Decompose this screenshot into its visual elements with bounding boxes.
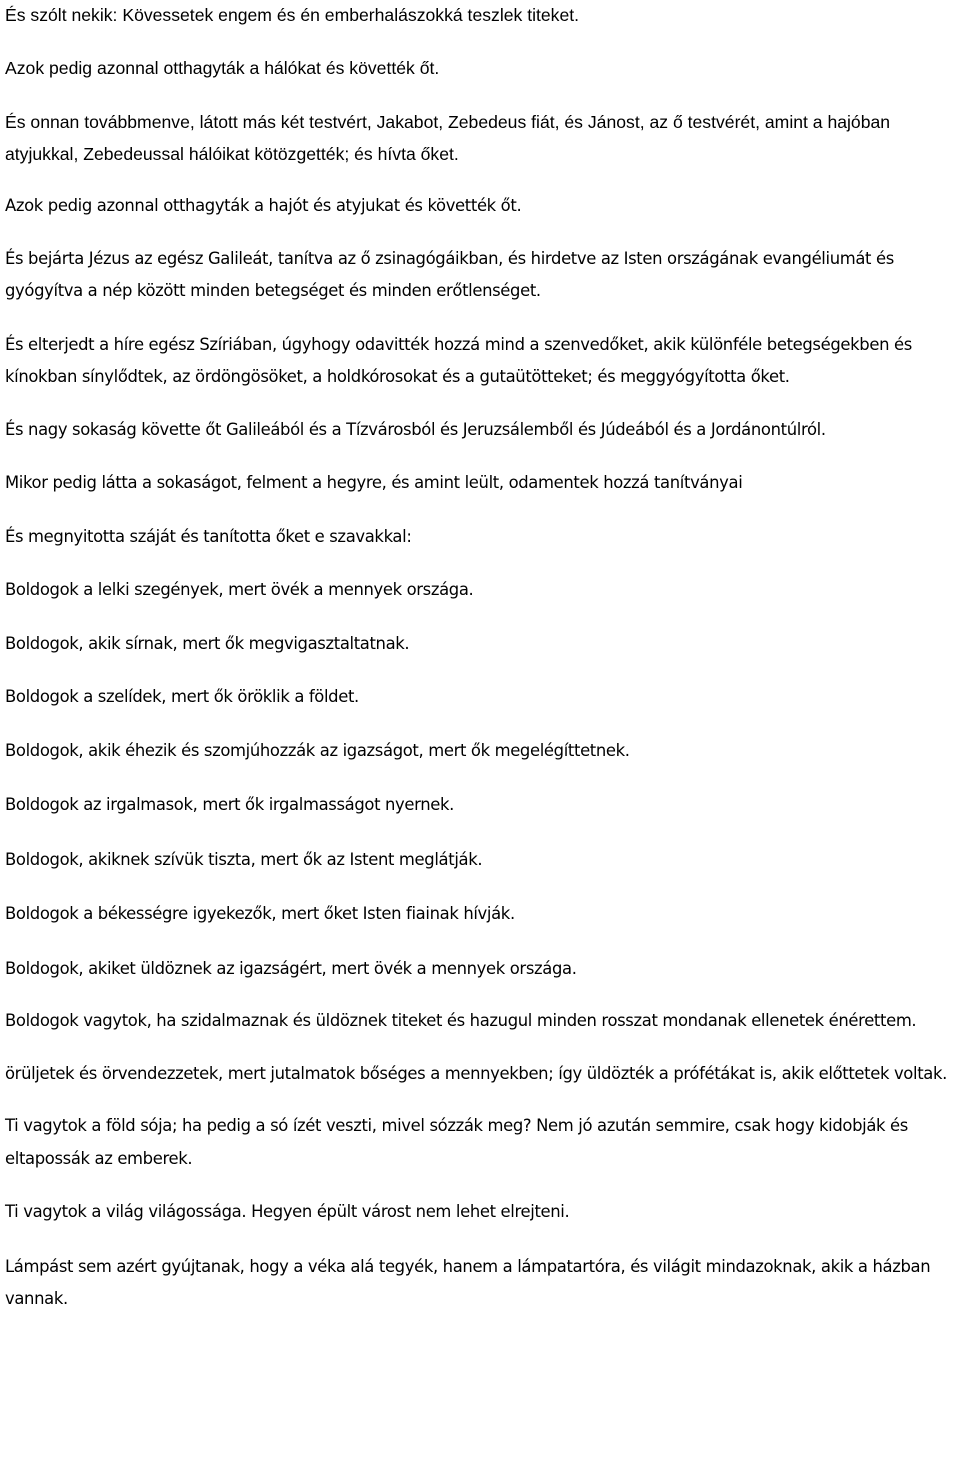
paragraph: örüljetek és örvendezzetek, mert jutalmatok bőséges a mennyekben; így üldözték a prófétákat is, akik előttetek voltak. — [5, 1063, 947, 1083]
paragraph: Boldogok az irgalmasok, mert ők irgalmasságot nyernek. — [5, 795, 455, 814]
paragraph: Boldogok a békességre igyekezők, mert őket Isten fiainak hívják. — [5, 904, 515, 923]
paragraph: És megnyitotta száját és tanította őket e szavakkal: — [5, 526, 412, 546]
paragraph: És nagy sokaság követte őt Galileából és a Tízvárosból és Jeruzsálemből és Júdeából és a Jordánontúlról. — [5, 419, 826, 439]
paragraph: Boldogok, akik éhezik és szomjúhozzák az igazságot, mert ők megelégíttetnek. — [5, 740, 630, 760]
paragraph: Azok pedig azonnal otthagyták a hálókat és követték őt. — [5, 58, 440, 78]
paragraph: Lámpást sem azért gyújtanak, hogy a véka alá tegyék, hanem a lámpatartóra, és világit mindazoknak, akik a házban vannak. — [5, 1256, 931, 1308]
paragraph: Boldogok, akiket üldöznek az igazságért, mert övék a mennyek országa. — [5, 958, 577, 978]
paragraph: Mikor pedig látta a sokaságot, felment a hegyre, és amint leült, odamentek hozzá tanítványai — [5, 473, 743, 492]
paragraph: És onnan továbbmenve, látott más két testvért, Jakabot, Zebedeus fiát, és Jánost, az ő testvérét, amint a hajóban atyjukkal, Zebedeussal hálóikat kötözgették; és hívta őket. — [5, 112, 891, 164]
paragraph: És elterjedt a híre egész Szíriában, úgyhogy odavitték hozzá mind a szenvedőket, akik különféle betegségekben és kínokban sínylődtek, az ördöngösöket, a holdkórosokat és a gutaütötteket; és meggyógyította őket. — [5, 334, 912, 386]
paragraph: Boldogok a szelídek, mert ők öröklik a földet. — [5, 687, 359, 706]
paragraph: Boldogok vagytok, ha szidalmaznak és üldöznek titeket és hazugul minden rosszat mondanak ellenetek énérettem. — [5, 1011, 917, 1030]
paragraph: Boldogok, akiknek szívük tiszta, mert ők az Istent meglátják. — [5, 849, 483, 869]
paragraph: Ti vagytok a világ világossága. Hegyen épült várost nem lehet elrejteni. — [5, 1202, 570, 1221]
paragraph: Azok pedig azonnal otthagyták a hajót és atyjukat és követték őt. — [5, 196, 522, 215]
paragraph: Boldogok, akik sírnak, mert ők megvigasztaltatnak. — [5, 633, 410, 653]
paragraph: Ti vagytok a föld sója; ha pedig a só ízét veszti, mivel sózzák meg? Nem jó azután semmire, csak hogy kidobják és eltapossák az emberek. — [5, 1116, 908, 1168]
paragraph: És szólt nekik: Kövessetek engem és én emberhalászokká teszlek titeket. — [5, 5, 580, 25]
paragraph: Boldogok a lelki szegények, mert övék a mennyek országa. — [5, 580, 474, 599]
document-body — [5, 0, 957, 1316]
paragraph: És bejárta Jézus az egész Galileát, tanítva az ő zsinagógáikban, és hirdetve az Isten országának evangéliumát és gyógyítva a nép között minden betegséget és minden erőtlenséget. — [5, 248, 894, 300]
